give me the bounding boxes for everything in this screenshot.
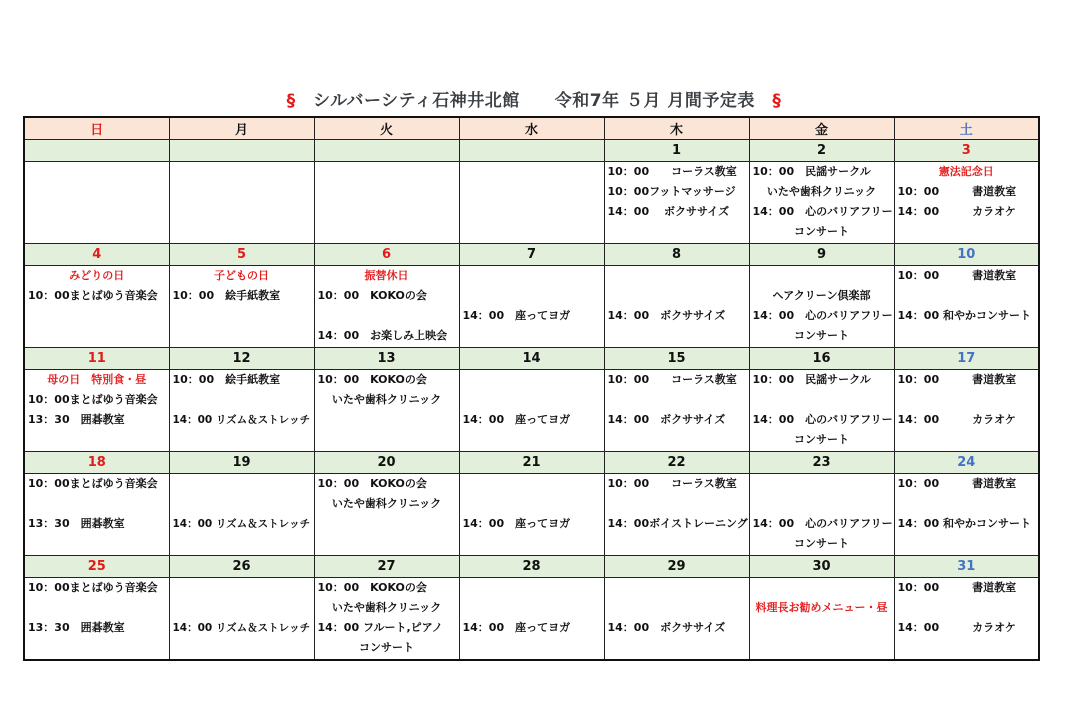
day-events-cell bbox=[749, 474, 894, 556]
date-cell: 12 bbox=[169, 348, 314, 370]
day-events-cell bbox=[459, 578, 604, 661]
events-row bbox=[24, 266, 1039, 348]
date-cell: 10 bbox=[894, 244, 1039, 266]
date-cell bbox=[169, 140, 314, 162]
weekday-wed: 水 bbox=[459, 117, 604, 140]
weekday-mon: 月 bbox=[169, 117, 314, 140]
day-events-cell bbox=[749, 370, 894, 452]
holiday-label: 母の日 特別食・昼 bbox=[47, 373, 147, 386]
day-events-cell bbox=[314, 162, 459, 244]
event-entry: いたや歯科クリニック bbox=[331, 393, 442, 406]
weekday-thu: 木 bbox=[604, 117, 749, 140]
event-entry: 14：00 座ってヨガ bbox=[462, 621, 571, 634]
event-entry: コンサート bbox=[359, 641, 414, 654]
event-entry: いたや歯科クリニック bbox=[331, 601, 442, 614]
weekday-header-row bbox=[24, 117, 1039, 140]
event-entry: 10：00 絵手紙教室 bbox=[172, 289, 281, 302]
date-cell: 17 bbox=[894, 348, 1039, 370]
event-entry: コンサート bbox=[794, 329, 849, 342]
event-entry: 13：30 囲碁教室 bbox=[28, 621, 125, 634]
day-events-cell bbox=[459, 370, 604, 452]
day-events-cell bbox=[604, 578, 749, 661]
date-cell: 23 bbox=[749, 452, 894, 474]
date-cell: 11 bbox=[24, 348, 169, 370]
event-entry: 14：00 リズム＆ストレッチ bbox=[172, 622, 311, 634]
event-entry: 14：00 座ってヨガ bbox=[462, 413, 571, 426]
event-entry: 14：00 ボクササイズ bbox=[607, 621, 726, 634]
event-entry: 10：00まとばゆう音楽会 bbox=[28, 477, 158, 490]
events-row bbox=[24, 162, 1039, 244]
event-entry: 10：00 KOKOの会 bbox=[317, 477, 427, 490]
event-entry: 14：00 リズム＆ストレッチ bbox=[172, 518, 311, 530]
event-entry: 14：00 カラオケ bbox=[897, 621, 1016, 634]
day-events-cell bbox=[459, 162, 604, 244]
date-row bbox=[24, 348, 1039, 370]
day-events-cell bbox=[604, 162, 749, 244]
date-cell bbox=[459, 140, 604, 162]
event-entry: 10：00 コーラス教室 bbox=[607, 373, 737, 386]
event-entry: 14：00 カラオケ bbox=[897, 413, 1016, 426]
event-entry: 14：00 ボクササイズ bbox=[607, 309, 726, 322]
day-events-cell bbox=[24, 266, 169, 348]
event-entry: いたや歯科クリニック bbox=[331, 497, 442, 510]
date-cell: 2 bbox=[749, 140, 894, 162]
weekday-tue: 火 bbox=[314, 117, 459, 140]
event-entry: 14：00 リズム＆ストレッチ bbox=[172, 414, 311, 426]
event-entry: 10：00 書道教室 bbox=[897, 185, 1017, 198]
event-entry: コンサート bbox=[794, 537, 849, 550]
event-entry: 10：00まとばゆう音楽会 bbox=[28, 581, 158, 594]
holiday-label: 子どもの日 bbox=[214, 269, 269, 282]
day-events-cell bbox=[314, 474, 459, 556]
section-mark-right: § bbox=[772, 91, 782, 111]
event-entry: 10：00 書道教室 bbox=[897, 581, 1017, 594]
event-entry: 10：00 書道教室 bbox=[897, 373, 1017, 386]
date-row bbox=[24, 556, 1039, 578]
day-events-cell bbox=[169, 474, 314, 556]
day-events-cell bbox=[169, 162, 314, 244]
event-entry: 10：00 コーラス教室 bbox=[607, 477, 737, 490]
event-entry: 14：00 ボクササイズ bbox=[607, 205, 730, 218]
event-entry: 10：00 書道教室 bbox=[897, 477, 1017, 490]
date-cell: 20 bbox=[314, 452, 459, 474]
date-cell: 14 bbox=[459, 348, 604, 370]
date-row bbox=[24, 452, 1039, 474]
holiday-label: 振替休日 bbox=[364, 269, 409, 282]
day-events-cell bbox=[749, 578, 894, 661]
event-entry: 10：00 コーラス教室 bbox=[607, 165, 737, 178]
date-cell: 21 bbox=[459, 452, 604, 474]
weekday-sat: 土 bbox=[894, 117, 1039, 140]
date-cell: 9 bbox=[749, 244, 894, 266]
date-cell: 1 bbox=[604, 140, 749, 162]
day-events-cell bbox=[604, 474, 749, 556]
event-entry: 10：00 民謡サークル bbox=[752, 165, 871, 178]
event-entry: コンサート bbox=[794, 433, 849, 446]
event-entry: 14：00 和やかコンサート bbox=[897, 517, 1031, 530]
event-entry: 14：00 和やかコンサート bbox=[897, 309, 1031, 322]
weekday-fri: 金 bbox=[749, 117, 894, 140]
event-entry: 14：00 心のバリアフリー bbox=[752, 205, 893, 218]
day-events-cell bbox=[314, 266, 459, 348]
date-cell: 4 bbox=[24, 244, 169, 266]
date-cell: 18 bbox=[24, 452, 169, 474]
date-cell: 28 bbox=[459, 556, 604, 578]
day-events-cell bbox=[459, 266, 604, 348]
day-events-cell bbox=[24, 370, 169, 452]
day-events-cell bbox=[894, 578, 1039, 661]
holiday-label: みどりの日 bbox=[69, 269, 125, 282]
event-entry: 10：00 書道教室 bbox=[897, 269, 1017, 282]
day-events-cell bbox=[24, 578, 169, 661]
events-row bbox=[24, 578, 1039, 661]
date-cell bbox=[314, 140, 459, 162]
day-events-cell bbox=[24, 474, 169, 556]
event-entry: いたや歯科クリニック bbox=[766, 185, 877, 198]
holiday-label: 憲法記念日 bbox=[938, 165, 994, 178]
day-events-cell bbox=[749, 162, 894, 244]
event-entry: 14：00 心のバリアフリー bbox=[752, 309, 893, 322]
event-entry: 10：00 民謡サークル bbox=[752, 373, 871, 386]
event-entry: 10：00まとばゆう音楽会 bbox=[28, 289, 158, 302]
event-entry: 14：00 座ってヨガ bbox=[462, 309, 571, 322]
day-events-cell bbox=[314, 578, 459, 661]
date-cell: 22 bbox=[604, 452, 749, 474]
event-entry: 14：00 心のバリアフリー bbox=[752, 517, 893, 530]
events-row bbox=[24, 474, 1039, 556]
date-cell: 6 bbox=[314, 244, 459, 266]
holiday-label: 料理長お勧めメニュー・昼 bbox=[755, 601, 888, 614]
date-cell: 25 bbox=[24, 556, 169, 578]
events-row bbox=[24, 370, 1039, 452]
day-events-cell bbox=[749, 266, 894, 348]
date-cell bbox=[24, 140, 169, 162]
event-entry: 13：30 囲碁教室 bbox=[28, 413, 125, 426]
day-events-cell bbox=[604, 266, 749, 348]
date-cell: 7 bbox=[459, 244, 604, 266]
event-entry: 14：00 心のバリアフリー bbox=[752, 413, 893, 426]
date-cell: 31 bbox=[894, 556, 1039, 578]
day-events-cell bbox=[894, 370, 1039, 452]
event-entry: 14：00 ボクササイズ bbox=[607, 413, 726, 426]
date-row bbox=[24, 244, 1039, 266]
date-cell: 16 bbox=[749, 348, 894, 370]
event-entry: ヘアクリーン倶楽部 bbox=[772, 289, 871, 302]
day-events-cell bbox=[169, 578, 314, 661]
event-entry: 10：00 絵手紙教室 bbox=[172, 373, 281, 386]
monthly-calendar bbox=[23, 116, 1040, 661]
date-cell: 3 bbox=[894, 140, 1039, 162]
date-cell: 5 bbox=[169, 244, 314, 266]
day-events-cell bbox=[24, 162, 169, 244]
date-cell: 15 bbox=[604, 348, 749, 370]
event-entry: 14：00 お楽しみ上映会 bbox=[317, 329, 448, 342]
day-events-cell bbox=[169, 370, 314, 452]
section-mark-left: § bbox=[286, 91, 296, 111]
date-cell: 24 bbox=[894, 452, 1039, 474]
weekday-sun: 日 bbox=[24, 117, 169, 140]
day-events-cell bbox=[894, 162, 1039, 244]
event-entry: 14：00 カラオケ bbox=[897, 205, 1016, 218]
event-entry: 14：00 フルート,ピアノ bbox=[317, 621, 443, 634]
event-entry: 14：00 座ってヨガ bbox=[462, 517, 571, 530]
date-cell: 13 bbox=[314, 348, 459, 370]
event-entry: 10：00まとばゆう音楽会 bbox=[28, 393, 158, 406]
date-cell: 30 bbox=[749, 556, 894, 578]
day-events-cell bbox=[314, 370, 459, 452]
event-entry: 10：00 KOKOの会 bbox=[317, 581, 427, 594]
day-events-cell bbox=[459, 474, 604, 556]
title-text: シルバーシティ石神井北館 令和7年 ５月 月間予定表 bbox=[313, 91, 755, 111]
day-events-cell bbox=[604, 370, 749, 452]
date-cell: 26 bbox=[169, 556, 314, 578]
date-cell: 27 bbox=[314, 556, 459, 578]
event-entry: 14：00ボイストレーニング bbox=[607, 517, 748, 530]
event-entry: コンサート bbox=[794, 225, 849, 238]
day-events-cell bbox=[894, 266, 1039, 348]
event-entry: 10：00 KOKOの会 bbox=[317, 289, 427, 302]
date-cell: 8 bbox=[604, 244, 749, 266]
page-title bbox=[0, 86, 1068, 111]
event-entry: 13：30 囲碁教室 bbox=[28, 517, 125, 530]
date-row bbox=[24, 140, 1039, 162]
day-events-cell bbox=[169, 266, 314, 348]
day-events-cell bbox=[894, 474, 1039, 556]
event-entry: 10：00フットマッサージ bbox=[607, 185, 736, 198]
date-cell: 19 bbox=[169, 452, 314, 474]
date-cell: 29 bbox=[604, 556, 749, 578]
event-entry: 10：00 KOKOの会 bbox=[317, 373, 427, 386]
